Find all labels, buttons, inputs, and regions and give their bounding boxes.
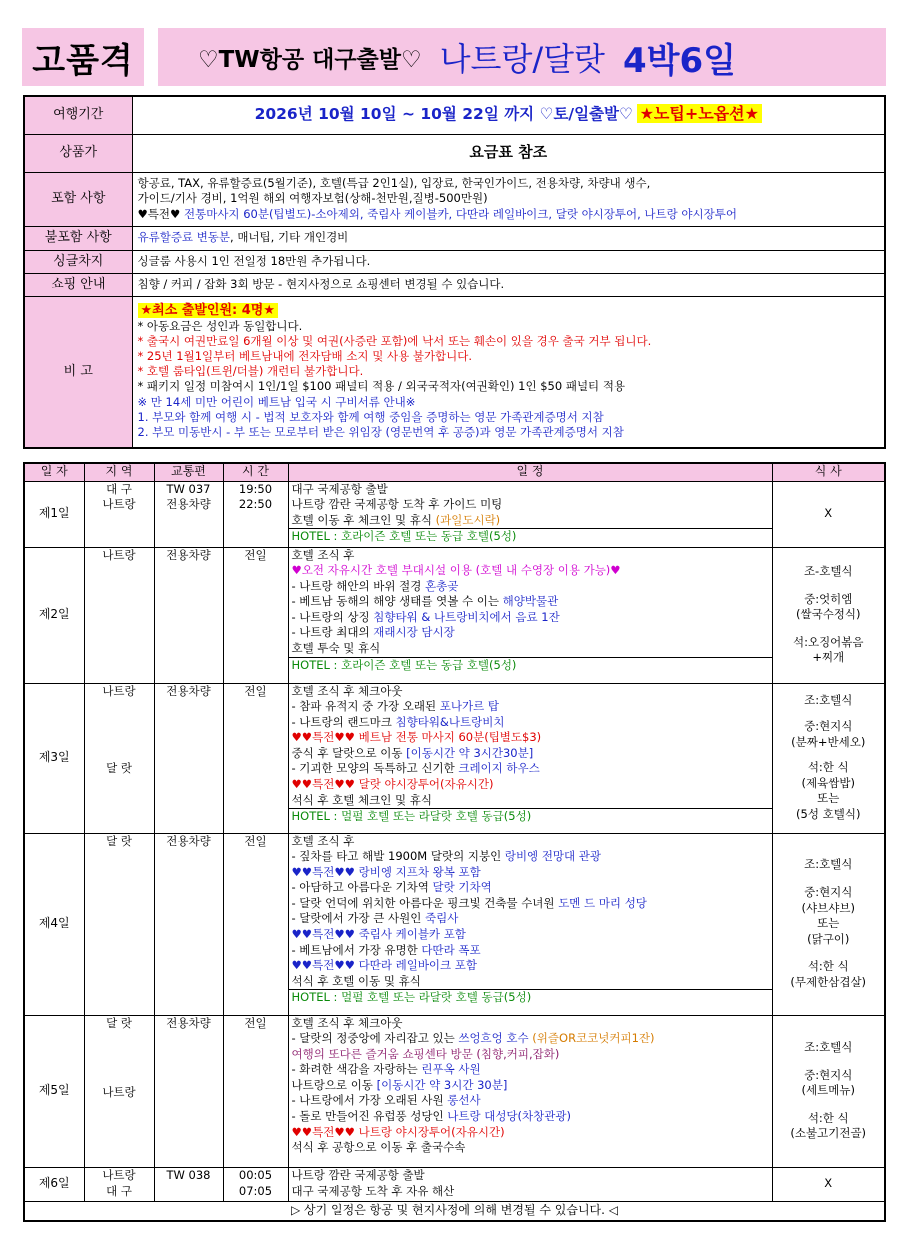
day5-line9: 석식 후 공항으로 이동 후 출국수속	[291, 1140, 466, 1155]
day2-time: 전일	[223, 547, 288, 683]
day3-line2a: - 참파 유적지 중 가장 오래된	[291, 699, 440, 714]
day4-line7a: ♥♥특전♥♥	[291, 927, 359, 942]
day4-line2a: - 짚차를 타고 해발 1900M 달랏의 지붕인	[291, 849, 505, 864]
day3-line4a: ♥♥특전♥♥	[291, 730, 359, 745]
day3-meal4: 석:한 식	[807, 760, 849, 775]
day3-line5a: 중식 후 달랏으로 이동	[291, 745, 407, 760]
schedule-row-day2	[24, 547, 885, 683]
schedule-row-day3	[24, 683, 885, 833]
day5-meal2: 중:현지식	[804, 1067, 853, 1082]
day5-meal1: 조:호텔식	[804, 1040, 853, 1055]
day4-line6	[292, 911, 769, 927]
day4-line3	[292, 865, 769, 881]
day1-trans2: 전용차량	[166, 497, 211, 512]
header-day: 일 자	[24, 463, 84, 481]
day4-line7	[292, 927, 769, 943]
day1-line3a: 호텔 이동 후 체크인 및 휴식	[291, 512, 436, 527]
day5-meal	[772, 1015, 885, 1167]
day4-meal	[772, 833, 885, 1015]
day3-meal1: 조:호텔식	[804, 693, 853, 708]
day1-line3b: (과일도시락)	[435, 512, 501, 527]
day5-line6a: - 나트랑에서 가장 오래된 사원	[291, 1093, 448, 1108]
day3-region1: 나트랑	[102, 683, 136, 698]
day6-region1: 나트랑	[102, 1168, 136, 1183]
day5-line2c: (위즐OR코코넛커피1잔)	[528, 1031, 655, 1046]
day4-line9	[292, 958, 769, 974]
day4-region: 달 랏	[84, 833, 154, 1015]
brand-label: 고품격	[22, 28, 144, 86]
day4-meal1: 조:호텔식	[804, 857, 853, 872]
day2-line7: 호텔 투숙 및 휴식	[291, 641, 381, 656]
price-value: 요금표 참조	[132, 134, 885, 172]
day4-line10: 석식 후 호텔 이동 및 휴식	[291, 973, 421, 988]
day4-line4b: 달랏 기차역	[432, 880, 492, 895]
header-transport: 교통편	[154, 463, 223, 481]
schedule-row-day5	[24, 1015, 885, 1167]
day5-region2: 나트랑	[102, 1085, 136, 1100]
day4-line5b: 도멘 드 마리 성당	[558, 895, 647, 910]
header-meal: 식 사	[772, 463, 885, 481]
day3-region	[84, 683, 154, 833]
day3-line3b: 침향타워&나트랑비치	[395, 714, 505, 729]
day5-itinerary	[288, 1015, 772, 1167]
day6-meal: X	[772, 1167, 885, 1201]
day3-line6b: 크레이지 하우스	[458, 761, 540, 776]
day2-meal3: (쌀국수정식)	[795, 607, 861, 622]
day1-label: 제1일	[24, 481, 84, 547]
header-time: 시 간	[223, 463, 288, 481]
day4-meal4: 또는	[817, 916, 840, 931]
day4-transport: 전용차량	[154, 833, 223, 1015]
day6-time1: 00:05	[238, 1168, 273, 1183]
title-destination: 나트랑/달랏	[439, 40, 605, 78]
tour-title	[158, 28, 886, 86]
day5-line1: 호텔 조식 후 체크아웃	[291, 1015, 403, 1030]
day2-itinerary	[288, 547, 772, 683]
note-5: * 패키지 일정 미참여시 1인/1일 $100 패널티 적용 / 외국국적자(여권확인) 1인 $50 패널티 적용	[137, 379, 626, 394]
day4-line1: 호텔 조식 후	[291, 833, 355, 848]
day3-hotel: HOTEL : 멀펄 호텔 또는 라달랏 호텔 동급(5성)	[289, 808, 772, 825]
period-badge: ★노팁+노옵션★	[637, 104, 762, 123]
day1-line2: 나트랑 깜란 국제공항 도착 후 가이드 미팅	[291, 497, 503, 512]
period-cell	[132, 96, 885, 134]
day2-line5b: 침향타워 & 나트랑비치에서 음료 1잔	[373, 609, 560, 624]
schedule-row-day4	[24, 833, 885, 1015]
day5-line7b: 나트랑 대성당(차창관광)	[447, 1109, 571, 1124]
period-label: 여행기간	[24, 96, 132, 134]
day5-region	[84, 1015, 154, 1167]
day3-line3	[292, 715, 769, 731]
day2-line2: ♥오전 자유시간 호텔 부대시설 이용 (호텔 내 수영장 이용 가능)♥	[291, 563, 621, 578]
day2-hotel: HOTEL : 호라이즌 호텔 또는 동급 호텔(5성)	[289, 657, 772, 674]
day4-line8a: - 베트남에서 가장 유명한	[291, 942, 422, 957]
day5-line2b: 쓰엉흐엉 호수	[458, 1031, 529, 1046]
header-itinerary: 일 정	[288, 463, 772, 481]
day3-line3a: - 나트랑의 랜드마크	[291, 714, 396, 729]
day5-line7	[292, 1109, 769, 1125]
day3-line4	[292, 730, 769, 746]
day1-transport	[154, 481, 223, 547]
note-1: * 아동요금은 성인과 동일합니다.	[137, 318, 303, 333]
day2-line4b: 해양박물관	[502, 594, 559, 609]
day2-line4a: - 베트남 동해의 해양 생태를 엿볼 수 이는	[291, 594, 503, 609]
day4-time: 전일	[223, 833, 288, 1015]
day3-line7b: 달랏 야시장투어(자유시간)	[358, 777, 494, 792]
day2-line3a: - 나트랑 해안의 바위 절경	[291, 578, 426, 593]
day3-line6a: - 기괴한 모양의 독특하고 신기한	[291, 761, 459, 776]
day4-meal7: (무제한삼겹살)	[790, 974, 867, 989]
schedule-header-row	[24, 463, 885, 481]
day6-label: 제6일	[24, 1167, 84, 1201]
schedule-footer-note: ▷ 상기 일정은 항공 및 현지사정에 의해 변경될 수 있습니다. ◁	[24, 1201, 885, 1221]
day3-line6	[292, 761, 769, 777]
day1-line1: 대구 국제공항 출발	[291, 481, 388, 496]
schedule-footer-row	[24, 1201, 885, 1221]
day3-itinerary	[288, 683, 772, 833]
day3-meal3: (분짜+반세오)	[791, 734, 866, 749]
day5-line8a: ♥♥특전♥♥	[291, 1124, 359, 1139]
day2-line3	[292, 579, 769, 595]
day2-line3b: 혼총곶	[425, 578, 459, 593]
single-label: 싱글차지	[24, 250, 132, 273]
day4-line5	[292, 896, 769, 912]
day3-line2	[292, 699, 769, 715]
exclude-blue: 유류할증료 변동분	[137, 230, 231, 245]
day5-time: 전일	[223, 1015, 288, 1167]
day2-meal5: +찌개	[812, 650, 845, 665]
shop-value: 침향 / 커피 / 잡화 3회 방문 - 현지사정으로 쇼핑센터 변경될 수 있습니다.	[132, 273, 885, 296]
include-special: 전통마사지 60분(팁별도)-소아제외, 죽림사 케이블카, 다딴라 레일바이크, 달랏 야시장투어, 나트랑 야시장투어	[180, 206, 737, 221]
day5-line4	[292, 1062, 769, 1078]
day5-line4a: - 화려한 색감을 자랑하는	[291, 1062, 422, 1077]
day3-transport: 전용차량	[154, 683, 223, 833]
day3-meal	[772, 683, 885, 833]
day5-line3	[292, 1047, 769, 1063]
day2-transport: 전용차량	[154, 547, 223, 683]
day2-line1: 호텔 조식 후	[291, 547, 355, 562]
day4-line8	[292, 943, 769, 959]
day6-line1: 나트랑 깜란 국제공항 출발	[291, 1168, 425, 1183]
day4-line5a: - 달랏 언덕에 위치한 아름다운 핑크빛 건축물 수녀원	[291, 895, 559, 910]
day5-meal4: 석:한 식	[807, 1110, 849, 1125]
include-special-prefix: ♥특전♥	[137, 206, 181, 221]
period-dep: 출발♡	[589, 105, 633, 124]
day6-line2: 대구 국제공항 도착 후 자유 해산	[291, 1184, 455, 1198]
day3-line8: 석식 후 호텔 체크인 및 휴식	[291, 792, 432, 807]
note-cell	[132, 296, 885, 448]
day5-meal3: (세트메뉴)	[801, 1083, 855, 1098]
title-airline: ♡TW항공 대구출발♡	[198, 46, 422, 73]
day3-meal7: (5성 호텔식)	[796, 806, 861, 821]
day2-line5	[292, 610, 769, 626]
period-text: 2026년 10월 10일 ~ 10월 22일 까지 ♡토/일	[254, 105, 590, 124]
day3-meal2: 중:현지식	[804, 719, 853, 734]
day4-meal3: (샤브샤브)	[801, 900, 855, 915]
title-duration: 4박6일	[622, 40, 736, 81]
info-table	[23, 95, 886, 449]
include-special-line	[138, 207, 880, 223]
note-8: 2. 부모 미동반시 - 부 또는 모로부터 받은 위임장 (영문번역 후 공증)과 영문 가족관계증명서 지참	[137, 424, 624, 439]
schedule-row-day6	[24, 1167, 885, 1201]
single-value: 싱글룸 사용시 1인 전일정 18만원 추가됩니다.	[132, 250, 885, 273]
day5-line6b: 롱선사	[447, 1093, 481, 1108]
day3-line7	[292, 777, 769, 793]
day2-line4	[292, 594, 769, 610]
exclude-cell	[132, 226, 885, 250]
day5-line3a: 여행의 또다른 즐거움 쇼핑센타 방문	[291, 1046, 473, 1061]
day2-line6b: 재래시장 담시장	[373, 625, 455, 640]
day4-line8b: 다딴라 폭포	[421, 942, 481, 957]
day1-time	[223, 481, 288, 547]
exclude-label: 불포함 사항	[24, 226, 132, 250]
day1-meal: X	[772, 481, 885, 547]
day1-hotel: HOTEL : 호라이즌 호텔 또는 동급 호텔(5성)	[289, 528, 772, 545]
day4-line6b: 죽림사	[425, 911, 459, 926]
day6-region2: 대 구	[106, 1184, 132, 1198]
day3-line2b: 포나가르 탑	[439, 699, 499, 714]
day4-itinerary	[288, 833, 772, 1015]
day1-itinerary	[288, 481, 772, 547]
note-4: * 호텔 룸타입(트윈/더블) 개런티 불가합니다.	[137, 364, 364, 379]
day2-region: 나트랑	[84, 547, 154, 683]
day6-region	[84, 1167, 154, 1201]
day5-line5a: 나트랑으로 이동	[291, 1077, 377, 1092]
day2-line6a: - 나트랑 최대의	[291, 625, 374, 640]
day6-transport: TW 038	[154, 1167, 223, 1201]
day2-line5a: - 나트랑의 상징	[291, 609, 374, 624]
day3-line4b: 베트남 전통 마사지 60분(팁별도$3)	[358, 730, 542, 745]
day5-meal5: (소불고기전골)	[790, 1126, 867, 1141]
day4-meal6: 석:한 식	[807, 959, 849, 974]
day3-line1: 호텔 조식 후 체크아웃	[291, 683, 403, 698]
day3-line5	[292, 746, 769, 762]
day5-line7a: - 돌로 만들어진 유럽풍 성당인	[291, 1109, 448, 1124]
include-line1: 항공료, TAX, 유류할증료(5월기준), 호텔(특급 2인1실), 입장료, 한국인가이드, 전용차량, 차량내 생수,	[137, 175, 651, 190]
day2-meal4: 석:오징어볶음	[792, 634, 864, 649]
day4-line6a: - 달랏에서 가장 큰 사원인	[291, 911, 426, 926]
day1-time2: 22:50	[238, 497, 273, 512]
day1-region2: 나트랑	[102, 497, 136, 512]
day5-line5	[292, 1078, 769, 1094]
page-header	[22, 28, 886, 86]
include-label: 포함 사항	[24, 172, 132, 226]
day1-region1: 대 구	[106, 481, 132, 496]
note-6: ※ 만 14세 미만 어린이 베트남 입국 시 구비서류 안내※	[137, 394, 416, 409]
day1-region	[84, 481, 154, 547]
day4-meal2: 중:현지식	[804, 885, 853, 900]
note-7: 1. 부모와 함께 여행 시 - 법적 보호자와 함께 여행 중임을 증명하는 영문 가족관계증명서 지참	[137, 409, 604, 424]
day3-label: 제3일	[24, 683, 84, 833]
day2-meal1: 조-호텔식	[803, 564, 853, 579]
day5-line4b: 린푸옥 사원	[421, 1062, 481, 1077]
day4-line3a: ♥♥특전♥♥	[291, 864, 359, 879]
day3-line7a: ♥♥특전♥♥	[291, 777, 359, 792]
day3-region2: 달 랏	[106, 761, 132, 776]
schedule-row-day1	[24, 481, 885, 547]
day4-line2b: 랑비엥 전망대 관광	[504, 849, 602, 864]
note-3: * 25년 1월1일부터 베트남내에 전자담배 소지 및 사용 불가합니다.	[137, 348, 473, 363]
day1-time1: 19:50	[238, 481, 273, 496]
day3-time: 전일	[223, 683, 288, 833]
day1-line3	[292, 513, 769, 529]
header-region: 지 역	[84, 463, 154, 481]
day4-line9b: 다딴라 레일바이크 포함	[358, 958, 478, 973]
include-cell	[132, 172, 885, 226]
day2-line6	[292, 625, 769, 641]
day5-line3b: (침향,커피,잡화)	[472, 1046, 560, 1061]
day4-line3b: 랑비엥 지프차 왕복 포함	[358, 864, 481, 879]
day5-line2a: - 달랏의 정중앙에 자리잡고 있는	[291, 1031, 459, 1046]
day3-meal6: 또는	[817, 791, 840, 806]
day6-time	[223, 1167, 288, 1201]
day2-meal2: 중:엇히엠	[804, 591, 853, 606]
day5-label: 제5일	[24, 1015, 84, 1167]
day2-meal	[772, 547, 885, 683]
day5-line8b: 나트랑 야시장투어(자유시간)	[358, 1124, 505, 1139]
day5-line8	[292, 1125, 769, 1141]
day5-line2	[292, 1031, 769, 1047]
shop-label: 쇼핑 안내	[24, 273, 132, 296]
day5-region1: 달 랏	[106, 1015, 132, 1030]
price-label: 상품가	[24, 134, 132, 172]
min-people-badge: ★최소 출발인원: 4명★	[138, 303, 279, 318]
day4-hotel: HOTEL : 멀펄 호텔 또는 라달랏 호텔 동급(5성)	[289, 989, 772, 1006]
note-2: * 출국시 여권만료일 6개월 이상 및 여권(사증란 포함)에 낙서 또는 훼손이 있을 경우 출국 거부 됩니다.	[137, 333, 652, 348]
day4-line9a: ♥♥특전♥♥	[291, 958, 359, 973]
day4-label: 제4일	[24, 833, 84, 1015]
day4-line4a: - 아담하고 아름다운 기차역	[291, 880, 433, 895]
day3-meal5: (제육쌈밥)	[801, 775, 855, 790]
include-line2: 가이드/기사 경비, 1억원 해외 여행자보험(상해-천만원,질병-500만원)	[137, 191, 488, 206]
day2-label: 제2일	[24, 547, 84, 683]
day4-line2	[292, 849, 769, 865]
day5-transport: 전용차량	[154, 1015, 223, 1167]
day5-line6	[292, 1093, 769, 1109]
day5-line5b: [이동시간 약 3시간 30분]	[376, 1077, 508, 1092]
day4-meal5: (닭구이)	[807, 931, 850, 946]
day6-time2: 07:05	[238, 1184, 273, 1198]
day1-trans1: TW 037	[166, 481, 211, 496]
schedule-table	[23, 462, 886, 1222]
exclude-rest: , 매너팁, 기타 개인경비	[230, 230, 349, 245]
note-label: 비 고	[24, 296, 132, 448]
day4-line4	[292, 880, 769, 896]
day3-line5b: [이동시간 약 3시간30분]	[406, 745, 534, 760]
day4-line7b: 죽림사 케이블카 포함	[358, 927, 466, 942]
day6-itinerary	[288, 1167, 772, 1201]
